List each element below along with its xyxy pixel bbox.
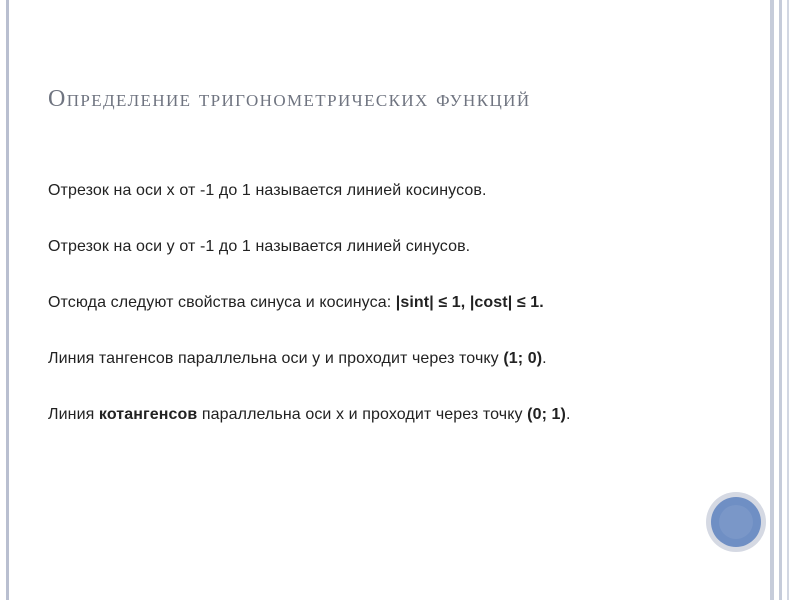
paragraph-tangent-line <box>48 348 688 370</box>
paragraph-tangent-period: . <box>542 350 547 367</box>
paragraph-cotangent-term: котангенсов <box>98 406 198 423</box>
right-decorative-border-1 <box>770 0 774 600</box>
left-decorative-border <box>6 0 9 600</box>
paragraph-tangent-line-text: Линия тангенсов параллельна оси y и проходит через точку <box>48 350 504 367</box>
paragraph-sine-line-text: Отрезок на оси y от -1 до 1 называется линией синусов. <box>48 238 471 255</box>
paragraph-cotangent-line <box>48 404 663 426</box>
paragraph-sine-cosine-properties <box>48 292 688 314</box>
paragraph-cotangent-middle: параллельна оси x и проходит через точку <box>197 406 528 423</box>
paragraph-cotangent-point: (0; 1) <box>527 406 566 423</box>
decorative-blue-circle <box>711 497 761 547</box>
paragraph-tangent-point: (1; 0) <box>503 350 543 367</box>
paragraph-properties-text: Отсюда следуют свойства синуса и косинуса: <box>48 294 396 311</box>
paragraph-sine-line <box>48 236 688 258</box>
paragraph-cosine-line <box>48 180 688 202</box>
right-decorative-border-3 <box>787 0 789 600</box>
paragraph-properties-formula: |sint| ≤ 1, |cost| ≤ 1. <box>395 294 544 311</box>
right-decorative-border-2 <box>779 0 782 600</box>
paragraph-cotangent-prefix: Линия <box>48 406 99 423</box>
slide-title: Определение тригонометрических функций <box>48 86 531 112</box>
paragraph-cosine-line-text: Отрезок на оси x от -1 до 1 называется линией косинусов. <box>48 182 487 199</box>
slide-content <box>48 180 688 426</box>
paragraph-cotangent-period: . <box>565 406 571 423</box>
